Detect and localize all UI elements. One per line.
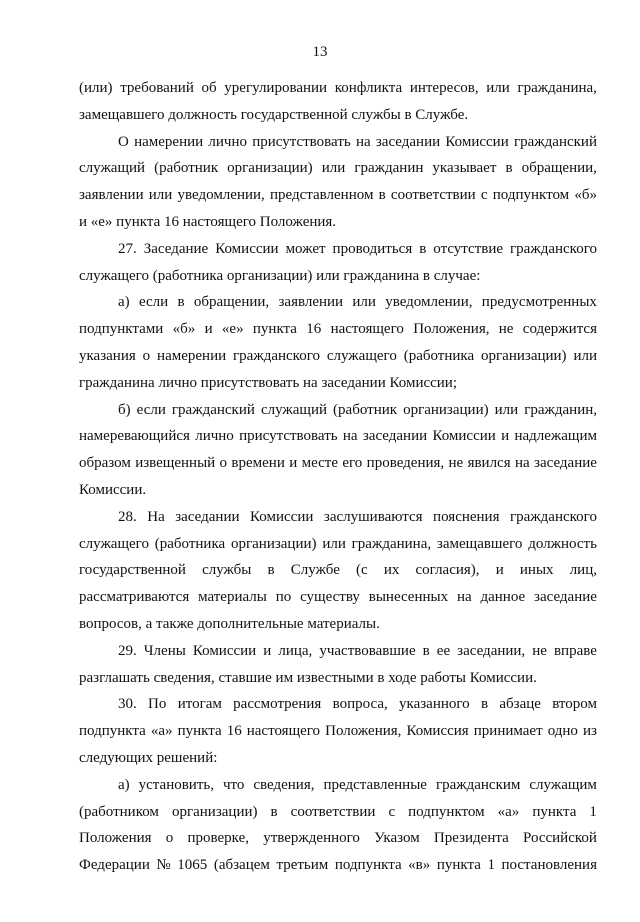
text-line: следующих решений:	[79, 749, 218, 766]
word: на	[342, 428, 358, 445]
word: в	[419, 240, 427, 257]
word: втором	[552, 696, 597, 713]
word: на	[456, 589, 472, 606]
word: Положения	[79, 830, 152, 847]
word: третьим	[276, 857, 329, 874]
word: итогам	[177, 696, 222, 713]
word: подпункта	[79, 723, 146, 740]
word: Положения,	[413, 321, 490, 338]
word: урегулировании	[224, 80, 328, 96]
word: гражданского	[510, 508, 597, 525]
word: «б»	[574, 187, 597, 204]
text-line	[79, 236, 597, 263]
word: что	[222, 776, 245, 793]
word: 1	[487, 857, 495, 874]
word: (работник	[333, 401, 398, 418]
word: одно	[547, 723, 578, 740]
word: (работником	[79, 803, 159, 820]
word: намерении	[157, 347, 227, 364]
text-line	[79, 504, 597, 531]
paragraph-item-29	[79, 638, 597, 692]
text-line	[79, 155, 597, 182]
paragraph-conflict-continuation	[79, 75, 597, 129]
word: заявлении	[79, 187, 144, 204]
word: 29.	[118, 642, 137, 659]
word: или	[352, 294, 376, 311]
word: времени	[231, 455, 285, 472]
word: организации)	[230, 535, 317, 552]
word: гражданин	[354, 160, 424, 177]
word: пункта	[252, 321, 297, 338]
word: «а»	[497, 803, 520, 820]
word: с	[388, 803, 396, 820]
word: проводиться	[332, 240, 413, 257]
word: лично	[208, 133, 247, 150]
text-line	[79, 825, 597, 852]
word: пункта	[532, 803, 577, 820]
text-line: гражданина лично присутствовать на заседании Комиссии;	[79, 374, 458, 391]
word: на	[355, 133, 371, 150]
word: рассмотрения	[233, 696, 322, 713]
word: намеревающийся	[79, 428, 190, 445]
word: служащим	[529, 776, 597, 793]
word: содержится	[522, 321, 597, 338]
word: служащего	[79, 535, 149, 552]
word: принимает	[473, 723, 543, 740]
word: заседании,	[457, 642, 526, 659]
word: и	[495, 562, 504, 579]
word: о	[142, 347, 151, 364]
word: лиц,	[569, 562, 597, 579]
word: соответствии	[390, 187, 476, 204]
word: и	[501, 428, 510, 445]
word: рассматриваются	[79, 589, 190, 606]
word: гражданского	[510, 240, 597, 257]
word: 1	[589, 803, 597, 820]
word: гражданина,	[351, 535, 432, 552]
word: организации)	[481, 347, 567, 364]
word: их	[383, 562, 400, 579]
word: с	[480, 187, 488, 204]
text-line	[79, 129, 597, 156]
word: и	[204, 321, 213, 338]
word: требований	[120, 80, 194, 96]
text-line	[79, 316, 597, 343]
word: 16	[226, 723, 242, 740]
word: «б»	[172, 321, 196, 338]
word: Службе	[290, 562, 340, 579]
word: подпункта	[334, 857, 402, 874]
word: существу	[300, 589, 360, 606]
word: должность	[528, 535, 597, 552]
word: или	[322, 535, 346, 552]
word: постановления	[501, 857, 597, 874]
word: заслушиваются	[323, 508, 423, 525]
text-line	[79, 772, 597, 799]
text-line: разглашать сведения, ставшие им известными в ходе работы Комиссии.	[79, 669, 537, 686]
word: служащий	[260, 401, 328, 418]
word: на	[514, 455, 530, 472]
word: в	[270, 803, 278, 820]
text-line	[79, 799, 597, 826]
word: 1065	[177, 857, 208, 874]
paragraph-item-27	[79, 236, 597, 290]
word: Комиссии	[192, 642, 257, 659]
word: или	[486, 80, 510, 96]
text-line: Комиссии.	[79, 481, 147, 498]
word: а)	[118, 294, 130, 311]
word: согласия),	[415, 562, 480, 579]
word: данное	[480, 589, 526, 606]
word: и	[263, 642, 272, 659]
word: Указом	[374, 830, 420, 847]
word: замещавшего	[436, 535, 523, 552]
word: пункта	[177, 723, 222, 740]
text-line	[79, 450, 597, 477]
text-line	[79, 718, 597, 745]
word: б)	[118, 401, 131, 418]
word: Президента	[433, 830, 509, 847]
word: отсутствие	[433, 240, 504, 257]
text-line	[79, 75, 597, 102]
word: соответствии	[290, 803, 376, 820]
text-line	[79, 584, 597, 611]
word: Федерации	[79, 857, 150, 874]
word: заседание	[534, 455, 597, 472]
word: гражданский	[171, 401, 255, 418]
word: в	[177, 294, 185, 311]
word: материалы	[198, 589, 267, 606]
word: гражданский	[513, 133, 597, 150]
word: в	[267, 562, 275, 579]
text-line	[79, 531, 597, 558]
document-body	[79, 75, 597, 879]
word: явился	[467, 455, 511, 472]
text-line	[79, 182, 597, 209]
word: месте	[301, 455, 339, 472]
word: (с	[356, 562, 368, 579]
word: или	[321, 160, 346, 177]
word: присутствовать	[239, 428, 338, 445]
word: настоящего	[330, 321, 404, 338]
word: Заседание	[143, 240, 209, 257]
paragraph-item-30-a	[79, 772, 597, 879]
text-line	[79, 852, 597, 879]
page-number: 13	[312, 44, 328, 60]
word: не	[532, 642, 547, 659]
word: проведения,	[366, 455, 445, 472]
word: в	[480, 696, 489, 713]
word: Российской	[522, 830, 597, 847]
word: 28.	[118, 508, 137, 525]
word: указанного	[399, 696, 470, 713]
word: представленные	[323, 776, 427, 793]
word: а)	[118, 776, 130, 793]
word: гражданина,	[517, 80, 597, 96]
text-line: служащего (работника организации) или гражданина в случае:	[79, 267, 481, 284]
paragraph-item-27-b	[79, 397, 597, 504]
word: заседание	[534, 589, 597, 606]
word: вынесенных	[368, 589, 449, 606]
word: вправе	[553, 642, 597, 659]
word: заседании	[175, 508, 240, 525]
word: 16	[306, 321, 322, 338]
word: (работника	[403, 347, 475, 364]
word: не	[448, 455, 464, 472]
word: если	[136, 401, 166, 418]
paragraph-item-30	[79, 691, 597, 771]
word: и	[289, 455, 298, 472]
word: О	[118, 133, 129, 150]
word: «е»	[221, 321, 244, 338]
word: Комиссии	[432, 428, 496, 445]
word: организации)	[171, 803, 258, 820]
word: или	[573, 347, 597, 364]
word: может	[285, 240, 326, 257]
word: «а»	[150, 723, 173, 740]
word: 30.	[118, 696, 137, 713]
word: (абзацем	[213, 857, 270, 874]
word: лица,	[278, 642, 313, 659]
text-line	[79, 638, 597, 665]
word: организации)	[227, 160, 313, 177]
word: гражданского	[233, 347, 320, 364]
word: лично	[195, 428, 234, 445]
word: участвовавшие	[319, 642, 416, 659]
word: сведения,	[253, 776, 315, 793]
word: вопроса,	[332, 696, 388, 713]
word: №	[156, 857, 171, 874]
word: (или)	[79, 80, 113, 96]
word: в	[505, 160, 513, 177]
word: «в»	[408, 857, 431, 874]
word: предусмотренных	[481, 294, 597, 311]
text-line	[79, 397, 597, 424]
word: образом	[79, 455, 131, 472]
word: пояснения	[433, 508, 500, 525]
word: по	[275, 589, 292, 606]
word: заседании	[375, 133, 441, 150]
word: проверке,	[187, 830, 249, 847]
word: настоящего	[246, 723, 321, 740]
word: интересов,	[409, 80, 479, 96]
word: уведомлении,	[385, 294, 473, 311]
word: Члены	[143, 642, 186, 659]
text-line: замещавшего должность государственной службы в Службе.	[79, 106, 469, 123]
word: надлежащим	[514, 428, 597, 445]
word: По	[148, 696, 167, 713]
word: гражданин,	[524, 401, 597, 418]
word: службы	[202, 562, 252, 579]
text-line	[79, 289, 597, 316]
text-line: вопросов, а также дополнительные материалы.	[79, 615, 380, 632]
paragraph-item-28	[79, 504, 597, 638]
text-line: и «е» пункта 16 настоящего Положения.	[79, 213, 337, 230]
word: не	[498, 321, 514, 338]
word: если	[138, 294, 169, 311]
word: извещенный	[135, 455, 216, 472]
word: Комиссии	[250, 508, 314, 525]
word: подпунктами	[79, 321, 164, 338]
word: конфликта	[334, 80, 403, 96]
word: организации)	[403, 401, 489, 418]
word: Положения,	[325, 723, 402, 740]
word: обращении,	[521, 160, 597, 177]
paragraph-presence-intention	[79, 129, 597, 236]
word: заявлении	[278, 294, 344, 311]
word: подпунктом	[492, 187, 570, 204]
paragraph-item-27-a	[79, 289, 597, 396]
word: государственной	[79, 562, 186, 579]
word: о	[219, 455, 228, 472]
word: или	[494, 401, 519, 418]
word: Комиссии	[445, 133, 509, 150]
word: (работник	[154, 160, 219, 177]
word: служащего	[326, 347, 397, 364]
word: утвержденного	[263, 830, 360, 847]
word: Комиссии	[215, 240, 279, 257]
word: подпунктом	[408, 803, 485, 820]
word: представленном	[269, 187, 374, 204]
word: указания	[79, 347, 136, 364]
word: его	[342, 455, 363, 472]
text-line	[79, 557, 597, 584]
word: уведомлении,	[177, 187, 265, 204]
word: о	[165, 830, 174, 847]
word: ее	[436, 642, 451, 659]
word: гражданским	[435, 776, 521, 793]
text-line	[79, 343, 597, 370]
word: из	[583, 723, 597, 740]
word: обращении,	[193, 294, 270, 311]
word: указывает	[432, 160, 497, 177]
word: служащий	[79, 160, 146, 177]
word: Комиссия	[406, 723, 469, 740]
word: намерении	[134, 133, 204, 150]
word: присутствовать	[252, 133, 351, 150]
text-line	[79, 423, 597, 450]
word: пункта	[436, 857, 481, 874]
word: иных	[519, 562, 554, 579]
word: об	[201, 80, 217, 96]
word: в	[378, 187, 386, 204]
word: в	[422, 642, 430, 659]
word: На	[147, 508, 165, 525]
word: заседании	[362, 428, 428, 445]
text-line	[79, 691, 597, 718]
word: 27.	[118, 240, 137, 257]
word: (работника	[154, 535, 226, 552]
word: или	[148, 187, 173, 204]
word: установить,	[138, 776, 214, 793]
word: абзаце	[499, 696, 541, 713]
